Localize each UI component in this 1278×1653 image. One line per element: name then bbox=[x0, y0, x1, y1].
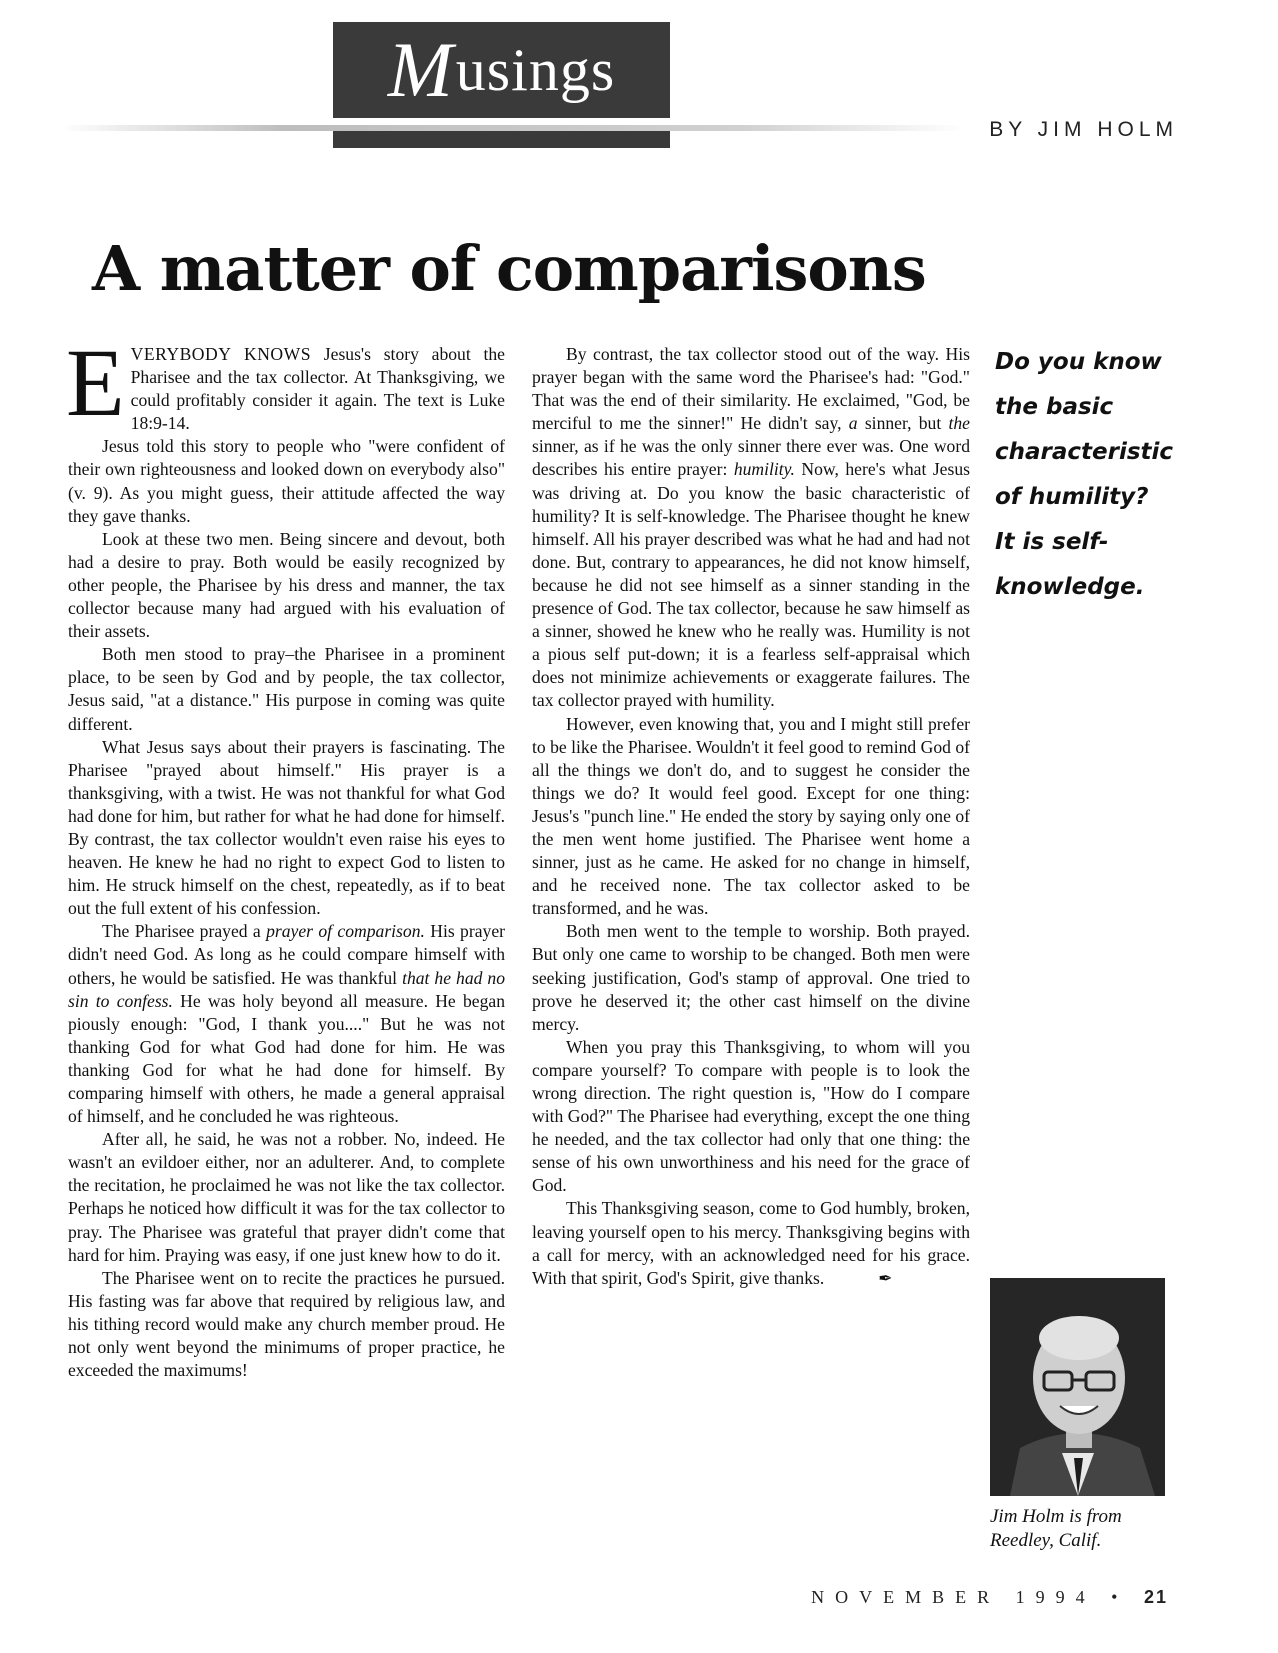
text-run: His prayer didn't need God. As long as he could compare himself with others, he would be satisfied. He was thankful bbox=[68, 921, 505, 988]
pull-quote-line: of humility? bbox=[995, 484, 1149, 510]
pull-quote-line: characteristic bbox=[995, 439, 1174, 465]
paragraph-4: Both men stood to pray–the Pharisee in a prominent place, to be seen by God and by people, the tax collector, Jesus said, "at a distance." His purpose in coming was quite different. bbox=[68, 644, 505, 734]
paragraph-12: When you pray this Thanksgiving, to whom will you compare yourself? To compare with people is to look the wrong direction. The right question is, "How do I compare with God?" The Pharisee had everything, except the one thing he needed, and the tax collector had only that one thing: the sense of his own unworthiness and his need for the grace of God. bbox=[532, 1036, 970, 1196]
emphasis: the bbox=[948, 413, 970, 434]
emphasis: a bbox=[848, 413, 858, 434]
caption-line: Jim Holm is from bbox=[990, 1506, 1122, 1527]
paragraph-3: Look at these two men. Being sincere and devout, both had a desire to pray. Both would be easily recognized by other people, the Pharisee by his dress and manner, the tax collector because many had argued with his evaluation of their assets. bbox=[68, 528, 505, 642]
pull-quote-line: the basic bbox=[995, 394, 1114, 420]
text-run: The Pharisee prayed a bbox=[102, 921, 267, 942]
page-number: 21 bbox=[1143, 1587, 1168, 1607]
text-run: This Thanksgiving season, come to God humbly, broken, leaving yourself open to his mercy. Thanksgiving begins with a call for mercy, with an acknowledged need for his grace. With that spirit, God's Spirit, give thanks. bbox=[532, 1198, 970, 1288]
pull-quote-line: It is self- bbox=[995, 529, 1109, 555]
paragraph-9 bbox=[532, 343, 970, 713]
portrait-illustration bbox=[990, 1278, 1165, 1496]
pen-nib-icon: ✒ bbox=[878, 1268, 893, 1288]
lead-in: VERYBODY KNOWS bbox=[130, 344, 312, 364]
column-masthead bbox=[333, 22, 670, 118]
text-run: sinner, as if he was the only sinner there ever was. One word describes his entire prayer: bbox=[532, 436, 970, 480]
paragraph-11: Both men went to the temple to worship. Both prayed. But only one came to worship to be changed. Both men were seeking justification, God's stamp of approval. One tried to prove he deserved it; the other cast himself on the divine mercy. bbox=[532, 921, 970, 1034]
text-run: He was holy beyond all measure. He began piously enough: "God, I thank you...." But he was not thanking God for what God had done for him. He was thanking God for what he had done for himself. By comparing himself with others, he made a general appraisal of himself, and he concluded he was righteous. bbox=[68, 990, 505, 1127]
pull-quote bbox=[995, 340, 1185, 610]
emphasis: humility. bbox=[733, 459, 795, 480]
masthead-initial: M bbox=[387, 26, 454, 113]
author-photo bbox=[990, 1278, 1165, 1496]
footer-separator: • bbox=[1111, 1587, 1129, 1607]
paragraph-1-text: Jesus's story about the Pharisee and the tax collector. At Thanksgiving, we could profitably consider it again. The text is Luke 18:9-14. bbox=[130, 344, 505, 434]
paragraph-1 bbox=[66, 329, 505, 436]
author-caption bbox=[990, 1505, 1190, 1553]
paragraph-5: What Jesus says about their prayers is fascinating. The Pharisee "prayed about himself." His prayer is a thanksgiving, with a twist. He was not thankful for what God had done for him, but rather for what he had done for himself. By contrast, the tax collector wouldn't even raise his eyes to heaven. He knew he had no right to expect God to listen to him. He struck himself on the chest, repeatedly, as if to beat out the full extent of his confession. bbox=[68, 736, 505, 919]
article-title: A matter of comparisons bbox=[92, 232, 926, 305]
byline: BY JIM HOLM bbox=[989, 118, 1178, 141]
paragraph-7: After all, he said, he was not a robber. No, indeed. He wasn't an evildoer either, nor an adulterer. And, to complete the recitation, he proclaimed he was not like the tax collector. Perhaps he noticed how difficult it was for the tax collector to pray. The Pharisee was grateful that prayer didn't come that hard for him. Praying was easy, if one just knew how to do it. bbox=[68, 1129, 505, 1265]
header-bar bbox=[333, 131, 670, 148]
pull-quote-line: knowledge. bbox=[995, 574, 1145, 600]
issue-date: NOVEMBER 1994 bbox=[811, 1587, 1096, 1607]
column-middle bbox=[532, 343, 970, 1290]
emphasis: that he had no sin to confess. bbox=[68, 967, 505, 1011]
text-run: sinner, but bbox=[857, 413, 949, 434]
paragraph-8: The Pharisee went on to recite the practices he pursued. His fasting was far above that required by religious law, and his tithing record would make any church member proud. He not only went beyond the minimums of proper practice, he exceeded the maximums! bbox=[68, 1267, 505, 1381]
masthead-word: usings bbox=[455, 36, 616, 103]
paragraph-6 bbox=[68, 920, 505, 1128]
emphasis: prayer of comparison. bbox=[266, 921, 425, 942]
paragraph-10: However, even knowing that, you and I might still prefer to be like the Pharisee. Wouldn't it feel good to remind God of all the things we don't do, and to suggest he consider the things we do? It would feel good. Except for one thing: Jesus's "punch line." He ended the story by saying only one of the men went home justified. The Pharisee went home a sinner, just as he came. He asked for no change in himself, and he received none. The tax collector asked to be transformed, and he was. bbox=[532, 713, 970, 919]
drop-cap: E bbox=[66, 329, 125, 436]
paragraph-13 bbox=[532, 1197, 970, 1289]
paragraph-2: Jesus told this story to people who "were confident of their own righteousness and looked down on everybody also" (v. 9). As you might guess, their attitude affected the way they gave thanks. bbox=[68, 436, 505, 526]
text-run: Now, here's what Jesus was driving at. Do you know the basic characteristic of humility? It is self-knowledge. The Pharisee thought he knew himself. All his prayer described was what he had and had not done. But, contrary to appearances, he did not know himself, because he did not see himself as a sinner standing in the presence of God. The tax collector, because he saw himself as a sinner, showed he knew who he really was. Humility is not a pious self put-down; it is a fearless self-appraisal which does not minimize achievements or exaggerate failures. The tax collector prayed with humility. bbox=[532, 459, 970, 711]
text-run: By contrast, the tax collector stood out of the way. His prayer began with the same word the Pharisee's had: "God." That was the end of their similarity. He exclaimed, "God, be merciful to me the sinner!" He didn't say, bbox=[532, 344, 970, 434]
page-footer bbox=[811, 1587, 1168, 1608]
pull-quote-line: Do you know bbox=[995, 349, 1162, 375]
caption-line: Reedley, Calif. bbox=[990, 1530, 1102, 1551]
column-left bbox=[66, 329, 505, 1382]
